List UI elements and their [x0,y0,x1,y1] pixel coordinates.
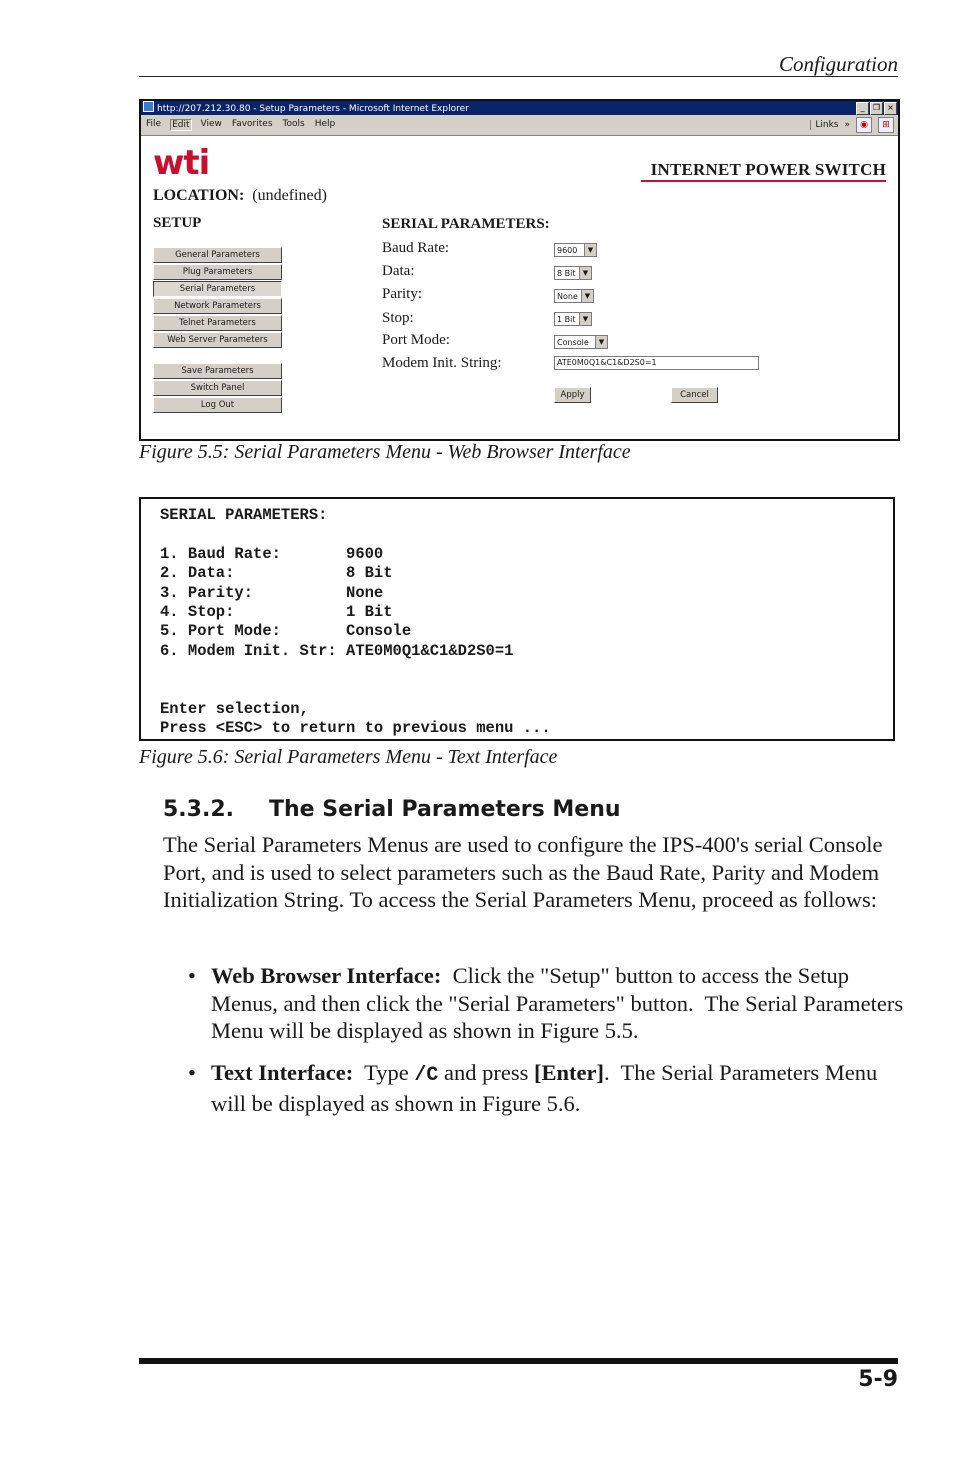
figure-5-6-caption: Figure 5.6: Serial Parameters Menu - Text Interface [139,746,558,768]
ie-icon [143,101,154,112]
browser-screenshot-figure [139,99,900,441]
window-title: http://207.212.30.80 - Setup Parameters - Microsoft Internet Explorer [157,104,469,114]
switch-panel-button[interactable]: Switch Panel [153,380,282,396]
section-heading [163,797,621,822]
data-label: Data: [382,263,415,279]
stop-select[interactable] [554,312,592,326]
bullet-body: Type [353,1060,415,1085]
dropdown-arrow-icon: ▼ [581,290,593,302]
cancel-button[interactable]: Cancel [671,387,718,403]
menu-file[interactable]: File [146,119,162,129]
section-title: The Serial Parameters Menu [269,797,621,822]
dropdown-arrow-icon: ▼ [584,244,596,256]
serial-parameters-button[interactable]: Serial Parameters [153,281,282,297]
key-name: [Enter] [534,1060,604,1085]
modem-init-label: Modem Init. String: [382,355,502,371]
parity-label: Parity: [382,286,422,302]
baud-rate-value: 9600 [557,246,578,255]
apply-button[interactable]: Apply [554,387,591,403]
bullet-lead: Text Interface: [211,1060,354,1085]
running-header: Configuration [778,52,898,76]
page-content [141,136,898,436]
port-mode-select[interactable] [554,335,608,349]
bullet-dot: • [188,1060,196,1085]
parity-value: None [557,292,578,301]
log-out-button[interactable]: Log Out [153,397,282,413]
menu-help[interactable]: Help [314,119,336,129]
dropdown-arrow-icon: ▼ [595,336,607,348]
bullet-web-browser [188,962,908,1045]
product-underline [641,180,886,182]
menu-tools[interactable]: Tools [282,119,305,129]
general-parameters-button[interactable]: General Parameters [153,247,282,263]
section-number: 5.3.2. [163,797,234,822]
web-server-parameters-button[interactable]: Web Server Parameters [153,332,282,348]
close-icon[interactable]: × [884,102,897,115]
browser-title-bar [141,101,898,115]
serial-parameters-title: SERIAL PARAMETERS: [382,216,550,232]
restore-icon[interactable]: ❐ [870,102,883,115]
menu-favorites[interactable]: Favorites [231,119,273,129]
stop-value: 1 Bit [557,315,576,324]
page-number: 5-9 [858,1367,898,1392]
menu-edit[interactable]: Edit [172,120,190,130]
globe-icon[interactable]: ◉ [856,117,872,133]
bullet-body: Click the "Setup" button to access the Setup Menus, and then click the "Serial Parameters" button. The Serial Parameters Menu will be displayed as shown in Figure 5.5. [211,963,909,1043]
footer-rule [139,1358,898,1364]
baud-rate-label: Baud Rate: [382,240,450,256]
terminal-text: SERIAL PARAMETERS: 1. Baud Rate: 9600 2. Data: 8 Bit 3. Parity: None 4. Stop: 1 Bit 5. Port Mode: Console 6. Modem Init. Str: ATE0M0Q1&C1&D2S0=1 Enter selection, Press <ESC> to return to previous menu ... [160,506,551,738]
header-rule [139,76,898,77]
text-interface-figure [139,497,895,741]
network-parameters-button[interactable]: Network Parameters [153,298,282,314]
port-mode-value: Console [557,338,589,347]
bullet-body: . The Serial Parameters Menu will be displayed as shown in Figure 5.6. [211,1060,883,1116]
minimize-icon[interactable]: _ [856,102,869,115]
bullet-dot: • [188,963,196,988]
browser-menu-bar [141,115,898,136]
bullet-body: and press [438,1060,535,1085]
telnet-parameters-button[interactable]: Telnet Parameters [153,315,282,331]
baud-rate-select[interactable] [554,243,597,257]
port-mode-label: Port Mode: [382,332,450,348]
save-parameters-button[interactable]: Save Parameters [153,363,282,379]
chevron-right-icon[interactable]: » [844,120,850,130]
product-name: INTERNET POWER SWITCH [650,160,886,179]
data-value: 8 Bit [557,269,576,278]
setup-heading: SETUP [153,215,202,231]
links-label[interactable]: Links [810,120,838,130]
dropdown-arrow-icon: ▼ [579,313,591,325]
stop-label: Stop: [382,310,414,326]
plug-parameters-button[interactable]: Plug Parameters [153,264,282,280]
parity-select[interactable] [554,289,594,303]
location-label: LOCATION: [153,187,245,204]
location-value: (undefined) [252,187,327,204]
wti-logo: wti [153,143,210,183]
command-text: /C [414,1064,439,1087]
menu-view[interactable]: View [200,119,222,129]
dropdown-arrow-icon: ▼ [579,267,591,279]
data-select[interactable] [554,266,592,280]
location-line [153,187,327,205]
figure-5-5-caption: Figure 5.5: Serial Parameters Menu - Web Browser Interface [139,441,631,463]
bullet-lead: Web Browser Interface: [211,963,442,988]
intro-paragraph: The Serial Parameters Menus are used to configure the IPS-400's serial Console Port, and is used to select parameters such as the Baud Rate, Parity and Modem Initialization String. To access the Serial Parameters Menu, proceed as follows: [163,832,883,912]
bullet-text-interface [188,1059,908,1117]
windows-logo-icon: ⊞ [878,117,894,133]
modem-init-input[interactable]: ATE0M0Q1&C1&D2S0=1 [554,356,759,370]
